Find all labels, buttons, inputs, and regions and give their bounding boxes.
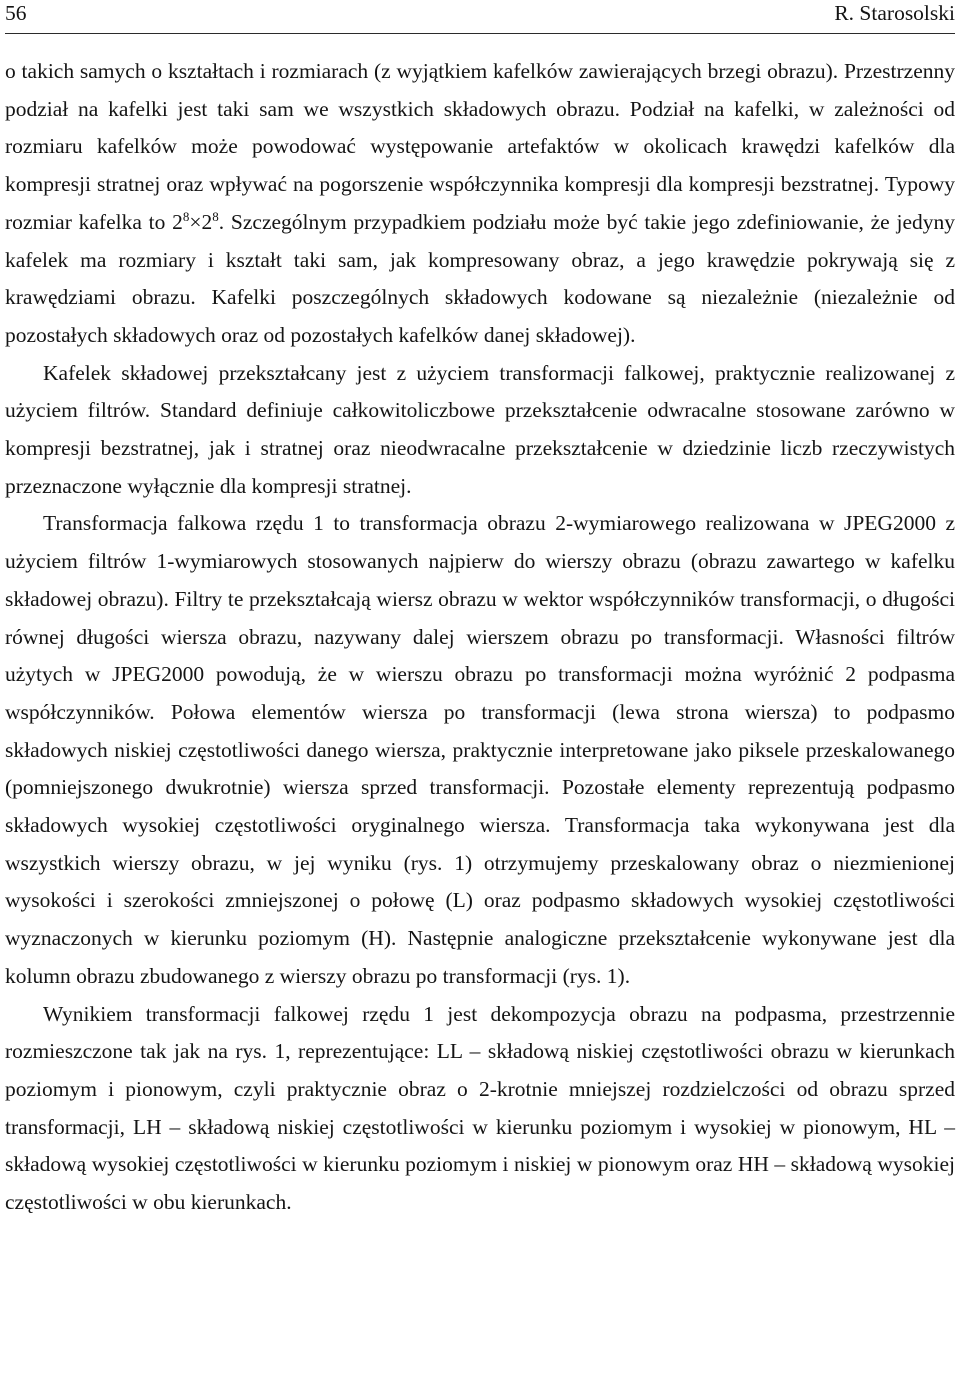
tile-size-base: 2 xyxy=(172,209,183,234)
paragraph-4: Wynikiem transformacji falkowej rzędu 1 jest dekompozycja obrazu na podpasma, przestrzennie rozmieszczone tak jak na rys. 1, reprezentujące: LL – składową niskiej częstotliwości obrazu w kierunkach poziomym i pionowym, czyli praktycznie obraz o 2-krotnie mniejszej rozdzielczości od obrazu sprzed transformacji, LH – składową niskiej częstotliwości w kierunku poziomym i wysokiej w pionowym, HL – składową wysokiej częstotliwości w kierunku poziomym i niskiej w pionowym oraz HH – składową wysokiej częstotliwości w obu kierunkach. xyxy=(5,1001,955,1215)
document-page xyxy=(5,0,955,1215)
paragraph-1 xyxy=(5,53,955,355)
paragraph-3: Transformacja falkowa rzędu 1 to transformacja obrazu 2-wymiarowego realizowana w JPEG2000 z użyciem filtrów 1-wymiarowych stosowanych najpierw do wierszy obrazu (obrazu zawartego w kafelku składowej obrazu). Filtry te przekształcają wiersz obrazu w wektor współczynników transformacji, o długości równej długości wiersza obrazu, nazywany dalej wierszem obrazu po transformacji. Własności filtrów użytych w JPEG2000 powodują, że w wierszu obrazu po transformacji można wyróżnić 2 podpasma współczynników. Połowa elementów wiersza po transformacji (lewa strona wiersza) to podpasmo składowych niskiej częstotliwości danego wiersza, praktycznie interpretowane jako piksele przeskalowanego (pomniejszonego dwukrotnie) wiersza sprzed transformacji. Pozostałe elementy reprezentują podpasmo składowych wysokiej częstotliwości oryginalnego wiersza. Transformacja taka wykonywana jest dla wszystkich wierszy obrazu, w jej wyniku (rys. 1) otrzymujemy przeskalowany obraz o niezmienionej wysokości i szerokości zmniejszonej o połowę (L) oraz podpasmo składowych wysokiej częstotliwości wyznaczonych w kierunku poziomym (H). Następnie analogiczne przekształcenie wykonywane jest dla kolumn obrazu zbudowanego z wierszy obrazu po transformacji (rys. 1). xyxy=(5,511,955,988)
paragraph-1-text-continued: . Szczególnym przypadkiem podziału może być takie jego zdefiniowanie, że jedyny kafelek ma rozmiary i kształt taki sam, jak kompresowany obraz, a jego krawędzie pokrywają się z krawędziami obrazu. Kafelki poszczególnych składowych kodowane są niezależnie (niezależnie od pozostałych składowych oraz od pozostałych kafelków danej składowej). xyxy=(5,209,955,347)
body-text xyxy=(5,53,955,1222)
multiplication-sign: × xyxy=(189,209,202,234)
tile-size-base-2: 2 xyxy=(201,209,213,234)
running-header xyxy=(5,0,955,34)
page-number: 56 xyxy=(5,1,27,25)
tile-size-exponent-2: 8 xyxy=(212,208,219,224)
tile-size-exponent: 8 xyxy=(182,208,190,224)
paragraph-2: Kafelek składowej przekształcany jest z użyciem transformacji falkowej, praktycznie realizowanej z użyciem filtrów. Standard definiuje całkowitoliczbowe przekształcenie odwracalne stosowane zarówno w kompresji bezstratnej, jak i stratnej oraz nieodwracalne przekształcenie w dziedzinie liczb rzeczywistych przeznaczone wyłącznie dla kompresji stratnej. xyxy=(5,360,955,498)
paragraph-1-text: o takich samych o kształtach i rozmiarach (z wyjątkiem kafelków zawierających brzegi obrazu). Przestrzenny podział na kafelki jest taki sam we wszystkich składowych obrazu. Podział na kafelki, w zależności od rozmiaru kafelków może powodować występowanie artefaktów w okolicach krawędzi kafelków dla kompresji stratnej oraz wpływać na pogorszenie współczynnika kompresji dla kompresji bezstratnej. Typowy rozmiar kafelka to xyxy=(5,59,955,234)
author-running-head: R. Starosolski xyxy=(834,1,955,25)
